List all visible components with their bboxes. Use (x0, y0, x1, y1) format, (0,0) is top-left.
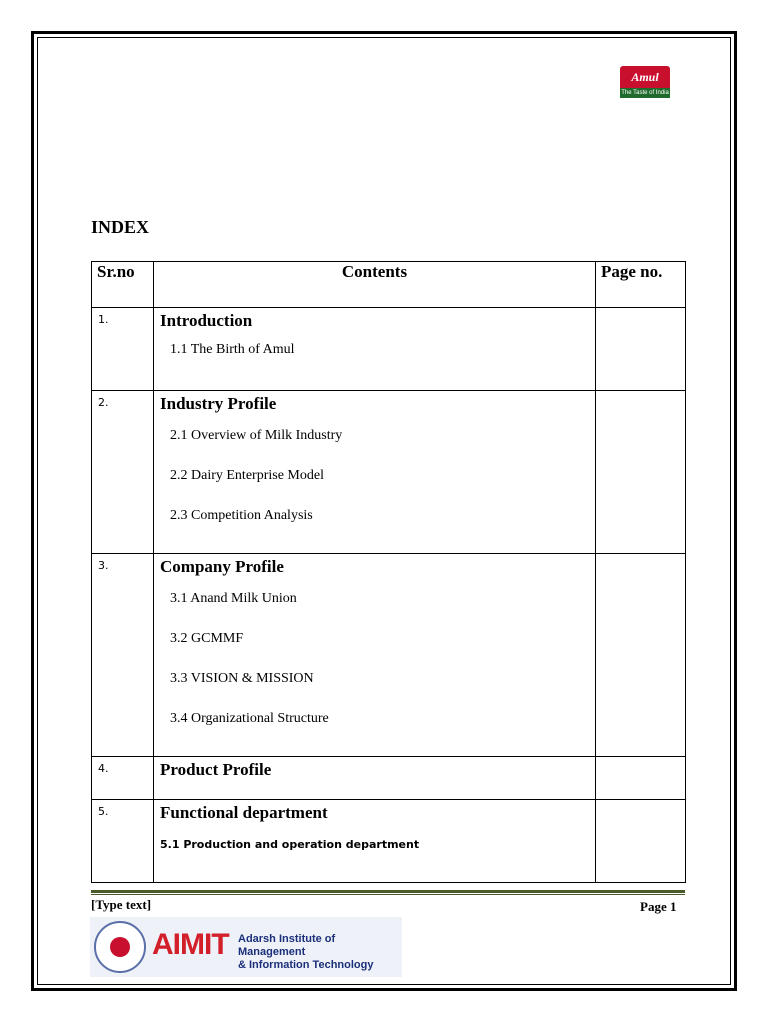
subsection-item: 3.3 VISION & MISSION (170, 671, 314, 686)
amul-logo-tagline: The Taste of India (621, 90, 669, 96)
subsection-item: 3.4 Organizational Structure (170, 711, 329, 726)
subsection-item: 3.1 Anand Milk Union (170, 591, 297, 606)
section-title: Company Profile (160, 557, 284, 576)
subsection-item: 2.1 Overview of Milk Industry (170, 428, 343, 443)
section-page (596, 308, 686, 391)
header-srno: Sr.no (92, 262, 154, 308)
section-number: 5. (92, 800, 154, 883)
table-row (92, 800, 686, 883)
amul-logo-brand: Amul (620, 66, 670, 88)
section-page (596, 554, 686, 757)
table-row (92, 391, 686, 554)
section-contents (154, 554, 596, 757)
table-row (92, 308, 686, 391)
section-title: Functional department (160, 803, 328, 822)
index-title: INDEX (91, 217, 150, 237)
footer-rule (91, 890, 685, 893)
aimit-logo-banner (90, 917, 402, 977)
footer-placeholder-text: [Type text] (91, 897, 152, 912)
table-header-row (92, 262, 686, 308)
section-number: 4. (92, 757, 154, 800)
section-number: 1. (92, 308, 154, 391)
amul-logo (620, 66, 670, 100)
footer-rule-thin (91, 894, 685, 895)
aimit-fullname (238, 933, 402, 972)
index-table (91, 261, 686, 883)
section-contents (154, 391, 596, 554)
subsection-item: 3.2 GCMMF (170, 631, 244, 646)
subsection-item: 2.2 Dairy Enterprise Model (170, 468, 324, 483)
section-contents (154, 757, 596, 800)
section-contents (154, 308, 596, 391)
section-page (596, 391, 686, 554)
aimit-abbr: AIMIT (152, 928, 229, 961)
table-row (92, 554, 686, 757)
header-contents: Contents (154, 262, 596, 308)
section-page (596, 757, 686, 800)
header-page-no: Page no. (596, 262, 686, 308)
section-title: Industry Profile (160, 394, 277, 413)
subsection-item: 1.1 The Birth of Amul (170, 342, 295, 357)
aimit-fullname-line1: Adarsh Institute of Management (238, 933, 336, 958)
table-row (92, 757, 686, 800)
section-title: Introduction (160, 311, 253, 330)
institute-seal-icon (94, 921, 146, 973)
subsection-item: 5.1 Production and operation department (160, 838, 420, 851)
section-number: 3. (92, 554, 154, 757)
section-page (596, 800, 686, 883)
section-contents (154, 800, 596, 883)
section-number: 2. (92, 391, 154, 554)
footer-page-number: Page 1 (640, 899, 677, 914)
aimit-fullname-line2: & Information Technology (238, 959, 374, 971)
section-title: Product Profile (160, 760, 272, 779)
subsection-item: 2.3 Competition Analysis (170, 508, 313, 523)
